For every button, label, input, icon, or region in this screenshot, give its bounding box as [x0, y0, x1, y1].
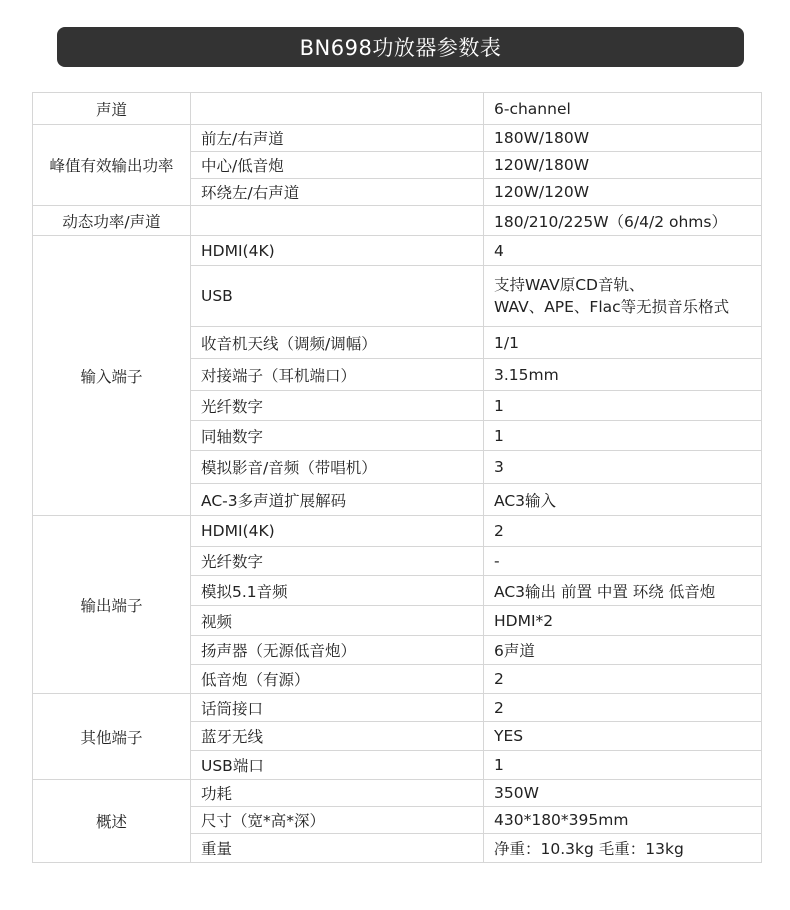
category-cell: 峰值有效输出功率 — [33, 125, 191, 206]
subitem-cell — [191, 93, 484, 125]
table-row — [33, 206, 762, 236]
category-cell: 动态功率/声道 — [33, 206, 191, 236]
category-cell: 输入端子 — [33, 236, 191, 516]
value-cell: 2 — [484, 694, 762, 722]
page-title: BN698功放器参数表 — [299, 36, 502, 60]
subitem-cell: 模拟5.1音频 — [191, 576, 484, 606]
subitem-cell — [191, 206, 484, 236]
table-row — [33, 125, 762, 152]
title-bar — [57, 27, 744, 67]
table-row — [33, 516, 762, 547]
value-cell: 1 — [484, 751, 762, 780]
subitem-cell: 中心/低音炮 — [191, 152, 484, 179]
value-cell: AC3输入 — [484, 484, 762, 516]
subitem-cell: 视频 — [191, 606, 484, 636]
value-cell: 430*180*395mm — [484, 807, 762, 834]
subitem-cell: AC-3多声道扩展解码 — [191, 484, 484, 516]
value-cell: 120W/120W — [484, 179, 762, 206]
subitem-cell: 前左/右声道 — [191, 125, 484, 152]
value-cell: YES — [484, 722, 762, 751]
value-cell: - — [484, 547, 762, 576]
subitem-cell: 同轴数字 — [191, 421, 484, 451]
value-cell: 净重：10.3kg 毛重：13kg — [484, 834, 762, 863]
subitem-cell: 对接端子（耳机端口） — [191, 359, 484, 391]
subitem-cell: 重量 — [191, 834, 484, 863]
subitem-cell: HDMI(4K) — [191, 236, 484, 266]
subitem-cell: 收音机天线（调频/调幅） — [191, 327, 484, 359]
value-cell: 1 — [484, 421, 762, 451]
value-cell: AC3输出 前置 中置 环绕 低音炮 — [484, 576, 762, 606]
value-cell: 3.15mm — [484, 359, 762, 391]
table-row — [33, 93, 762, 125]
subitem-cell: USB — [191, 266, 484, 327]
subitem-cell: 低音炮（有源） — [191, 665, 484, 694]
value-cell: 180W/180W — [484, 125, 762, 152]
subitem-cell: 光纤数字 — [191, 547, 484, 576]
value-cell — [484, 266, 762, 327]
value-cell: 6声道 — [484, 636, 762, 665]
value-cell: 1 — [484, 391, 762, 421]
table-row — [33, 780, 762, 807]
subitem-cell: 话筒接口 — [191, 694, 484, 722]
category-cell: 概述 — [33, 780, 191, 863]
subitem-cell: 尺寸（宽*高*深） — [191, 807, 484, 834]
value-cell: 2 — [484, 516, 762, 547]
subitem-cell: 模拟影音/音频（带唱机） — [191, 451, 484, 484]
value-cell: 6-channel — [484, 93, 762, 125]
value-cell: 4 — [484, 236, 762, 266]
subitem-cell: 环绕左/右声道 — [191, 179, 484, 206]
subitem-cell: USB端口 — [191, 751, 484, 780]
value-cell: HDMI*2 — [484, 606, 762, 636]
subitem-cell: HDMI(4K) — [191, 516, 484, 547]
subitem-cell: 光纤数字 — [191, 391, 484, 421]
value-cell: 1/1 — [484, 327, 762, 359]
spec-table — [32, 92, 762, 863]
category-cell: 其他端子 — [33, 694, 191, 780]
subitem-cell: 功耗 — [191, 780, 484, 807]
category-cell: 输出端子 — [33, 516, 191, 694]
value-cell: 2 — [484, 665, 762, 694]
value-line: WAV、APE、Flac等无损音乐格式 — [494, 298, 730, 316]
subitem-cell: 蓝牙无线 — [191, 722, 484, 751]
value-cell: 180/210/225W（6/4/2 ohms） — [484, 206, 762, 236]
value-cell: 350W — [484, 780, 762, 807]
table-row — [33, 694, 762, 722]
category-cell: 声道 — [33, 93, 191, 125]
value-cell: 3 — [484, 451, 762, 484]
subitem-cell: 扬声器（无源低音炮） — [191, 636, 484, 665]
table-row — [33, 236, 762, 266]
value-line: 支持WAV原CD音轨、 — [494, 276, 645, 294]
value-cell: 120W/180W — [484, 152, 762, 179]
